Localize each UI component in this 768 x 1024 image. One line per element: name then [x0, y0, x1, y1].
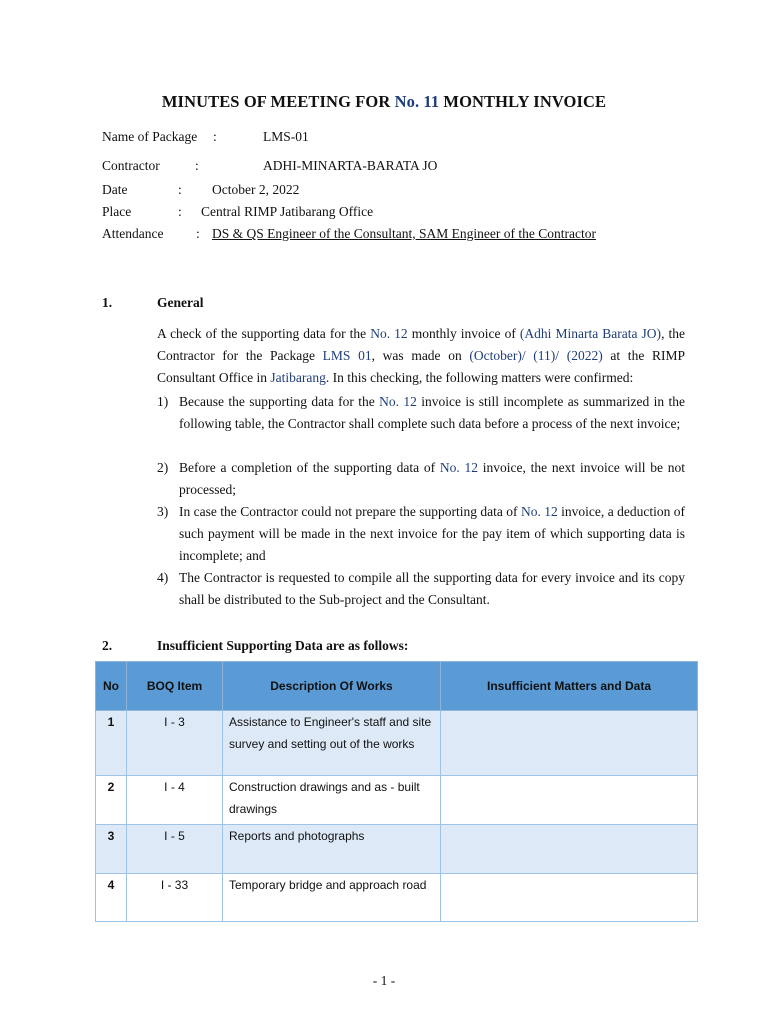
cell-no: 4: [96, 874, 127, 922]
date-value: October 2, 2022: [212, 182, 300, 197]
package-label: Name of Package: [102, 129, 198, 144]
cell-insufficient-matters: [441, 825, 698, 874]
title-invoice-number: No. 11: [394, 92, 440, 111]
cell-no: 2: [96, 776, 127, 825]
table-row: [96, 711, 698, 776]
package-value: LMS-01: [263, 129, 309, 144]
intro-text: , was made on: [371, 347, 470, 363]
item-text: invoice is still incomplete as summarized in the following table, the Contractor shall complete such data before a process of the next invoice;: [179, 394, 685, 431]
table-row: [96, 776, 698, 825]
cell-description: Reports and photographs: [223, 825, 441, 874]
intro-text: , the Contractor for the Package: [157, 326, 685, 363]
intro-location: Jatibarang: [270, 369, 326, 385]
item-text: invoice, the next invoice will be not processed;: [179, 460, 685, 497]
table-row: [96, 874, 698, 922]
intro-package: LMS 01: [322, 347, 372, 363]
list-item-text: [179, 391, 685, 435]
place-colon: :: [178, 204, 182, 219]
date-colon: :: [178, 182, 182, 197]
package-colon: :: [213, 129, 217, 144]
attendance-colon: :: [196, 226, 200, 241]
header-insufficient-matters: Insufficient Matters and Data: [441, 662, 698, 711]
cell-insufficient-matters: [441, 776, 698, 825]
table-header-row: [96, 662, 698, 711]
page-number: - 1 -: [372, 973, 396, 988]
list-item-number: 4): [157, 570, 169, 585]
list-item-text: [179, 457, 685, 501]
cell-boq-item: I - 3: [127, 711, 223, 776]
list-item: [157, 391, 685, 435]
item-invoice-number: No. 12: [520, 504, 558, 519]
cell-description: Assistance to Engineer's staff and site survey and setting out of the works: [223, 711, 441, 776]
document-title: [0, 92, 768, 112]
cell-description: Construction drawings and as - built drawings: [223, 776, 441, 825]
insufficient-data-table: [95, 661, 698, 922]
item-text: invoice, a deduction of such payment will be made in the next invoice for the pay item of which supporting data is incomplete; and: [179, 504, 685, 563]
title-suffix: MONTHLY INVOICE: [439, 92, 607, 111]
section-2-number: 2.: [102, 638, 113, 653]
item-invoice-number: No. 12: [379, 394, 417, 409]
list-item: [157, 501, 685, 566]
cell-boq-item: I - 33: [127, 874, 223, 922]
intro-text: . In this checking, the following matters were confirmed:: [325, 369, 634, 385]
cell-boq-item: I - 4: [127, 776, 223, 825]
item-text: Because the supporting data for the: [179, 394, 380, 409]
section-1-heading: General: [157, 295, 204, 310]
place-value: Central RIMP Jatibarang Office: [201, 204, 374, 219]
section-1-number: 1.: [102, 295, 113, 310]
intro-date: (October)/ (11)/ (2022): [469, 347, 603, 363]
cell-no: 1: [96, 711, 127, 776]
cell-description: Temporary bridge and approach road: [223, 874, 441, 922]
item-invoice-number: No. 12: [439, 460, 479, 475]
place-label: Place: [102, 204, 132, 219]
intro-text: A check of the supporting data for the: [157, 326, 371, 341]
section-2-heading: Insufficient Supporting Data are as follows:: [157, 638, 409, 653]
list-item: [157, 567, 685, 611]
contractor-colon: :: [195, 158, 199, 173]
contractor-value: ADHI-MINARTA-BARATA JO: [263, 158, 438, 173]
item-text: In case the Contractor could not prepare the supporting data of: [179, 504, 521, 519]
intro-text: at the RIMP Consultant Office in: [157, 347, 685, 385]
header-description: Description Of Works: [223, 662, 441, 711]
table-row: [96, 825, 698, 874]
list-item-number: 2): [157, 460, 169, 475]
cell-insufficient-matters: [441, 711, 698, 776]
list-item-number: 3): [157, 504, 169, 519]
title-prefix: MINUTES OF MEETING FOR: [161, 92, 395, 111]
list-item-text: The Contractor is requested to compile all the supporting data for every invoice and its copy shall be distributed to the Sub-project and the Consultant.: [179, 570, 685, 607]
attendance-label: Attendance: [102, 226, 164, 241]
attendance-value: DS & QS Engineer of the Consultant, SAM Engineer of the Contractor: [212, 226, 596, 241]
header-no: No: [96, 662, 127, 711]
intro-company: (Adhi Minarta Barata JO): [519, 326, 662, 341]
contractor-label: Contractor: [102, 158, 160, 173]
cell-boq-item: I - 5: [127, 825, 223, 874]
date-label: Date: [102, 182, 128, 197]
cell-no: 3: [96, 825, 127, 874]
list-item: [157, 457, 685, 501]
list-item-text: [179, 501, 685, 566]
cell-insufficient-matters: [441, 874, 698, 922]
intro-invoice-number: No. 12: [370, 326, 408, 341]
section-1-intro: [157, 323, 685, 388]
item-text: Before a completion of the supporting data of: [179, 460, 440, 475]
intro-text: monthly invoice of: [407, 326, 520, 341]
list-item-number: 1): [157, 394, 169, 409]
header-boq-item: BOQ Item: [127, 662, 223, 711]
